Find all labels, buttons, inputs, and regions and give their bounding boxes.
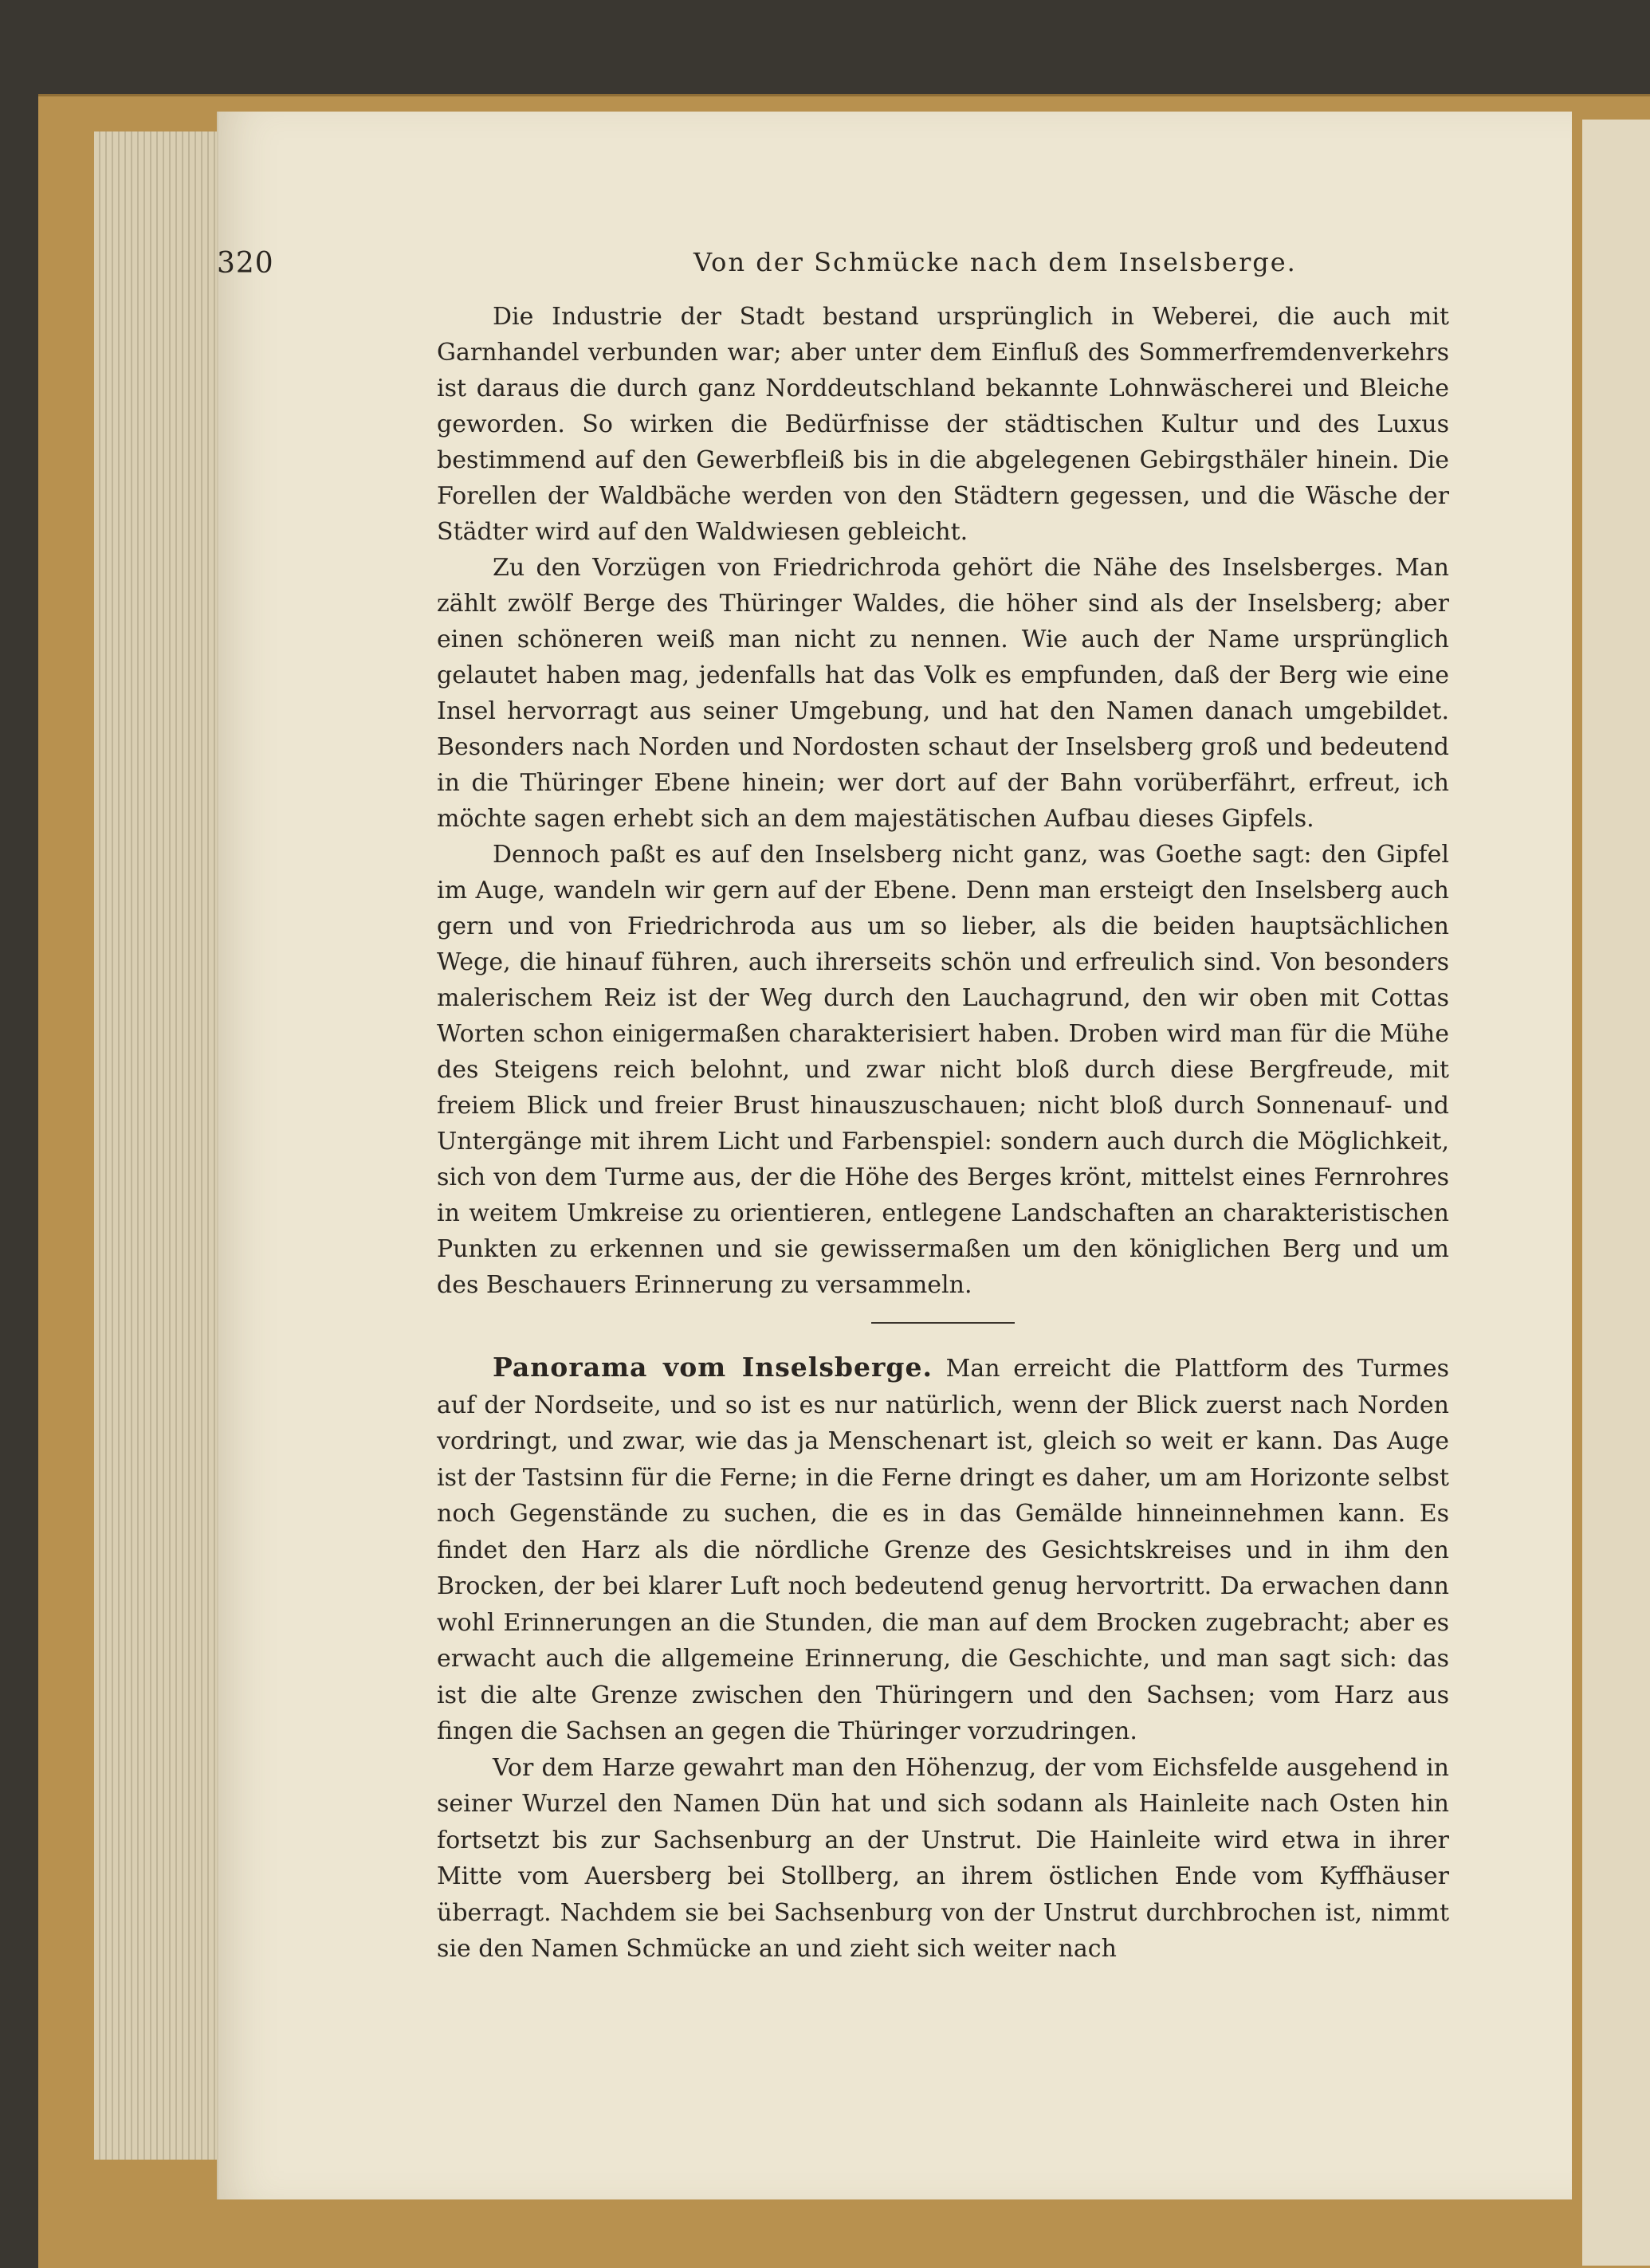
section-divider xyxy=(871,1322,1015,1324)
section-panorama xyxy=(437,1349,1449,1968)
paragraph-industry: Die Industrie der Stadt bestand ursprünglich in Weberei, die auch mit Garnhandel verbunden war; aber unter dem Einfluß des Sommerfremdenverkehrs ist daraus die durch ganz Norddeutschland bekannte Lohnwäscherei und Bleiche geworden. So wirken die Bedürfnisse der städtischen Kultur und des Luxus bestimmend auf den Gewerbfleiß bis in die abgelegenen Gebirgsthäler hinein. Die Forellen der Waldbäche werden von den Städtern gegessen, und die Wäsche der Städter wird auf den Waldwiesen gebleicht. xyxy=(437,303,1449,546)
page-number: 320 xyxy=(217,247,274,280)
paragraph-vorzuege: Zu den Vorzügen von Friedrichroda gehört die Nähe des Inselsberges. Man zählt zwölf Berge des Thüringer Waldes, die höher sind als der Inselsberg; aber einen schöneren weiß man nicht zu nennen. Wie auch der Name ursprünglich gelautet haben mag, jedenfalls hat das Volk es empfunden, daß der Berg wie eine Insel hervorragt aus seiner Umgebung, und hat den Namen danach umgebildet. Besonders nach Norden und Nordosten schaut der Inselsberg groß und bedeutend in die Thüringer Ebene hinein; wer dort auf der Bahn vorüberfährt, erfreut, ich möchte sagen erhebt sich an dem majestätischen Aufbau dieses Gipfels. xyxy=(437,554,1449,833)
paragraph-dennoch: Dennoch paßt es auf den Inselsberg nicht ganz, was Goethe sagt: den Gipfel im Auge, wandeln wir gern auf der Ebene. Denn man ersteigt den Inselsberg auch gern und von Friedrichroda aus um so lieber, als die beiden hauptsächlichen Wege, die hinauf führen, auch ihrerseits schön und erfreulich sind. Von besonders malerischem Reiz ist der Weg durch den Lauchagrund, den wir oben mit Cottas Worten schon einigermaßen charakterisiert haben. Droben wird man für die Mühe des Steigens reich belohnt, und zwar nicht bloß durch diese Bergfreude, mit freiem Blick und freier Brust hinauszuschauen; nicht bloß durch Sonnenauf- und Untergänge mit ihrem Licht und Farbenspiel: sondern auch durch die Möglichkeit, sich von dem Turme aus, der die Höhe des Berges krönt, mittelst eines Fernrohres in weitem Umkreise zu orientieren, entlegene Landschaften an charakteristischen Punkten zu erkennen und sie gewissermaßen um den königlichen Berg und um des Beschauers Erinnerung zu versammeln. xyxy=(437,841,1449,1299)
stacked-page-edges xyxy=(94,131,230,2160)
paragraph-panorama-text: Man erreicht die Plattform des Turmes auf der Nordseite, und so ist es nur natürlich, wenn der Blick zuerst nach Norden vordringt, und zwar, wie das ja Menschenart ist, gleich so weit er kann. Das Auge ist der Tastsinn für die Ferne; in die Ferne dringt es daher, um am Horizonte selbst noch Gegenstände zu suchen, die es in das Gemälde hinneinnehmen kann. Es findet den Harz als die nördliche Grenze des Gesichtskreises und in ihm den Brocken, der bei klarer Luft noch bedeutend genug hervortritt. Da erwachen dann wohl Erinnerungen an die Stunden, die man auf dem Brocken zugebracht; aber es erwacht auch die allgemeine Erinnerung, die Geschichte, und man sagt sich: das ist die alte Grenze zwischen den Thüringern und den Sachsen; vom Harz aus fingen die Sachsen an gegen die Thüringer vorzudringen. xyxy=(437,1355,1449,1745)
paragraph-harz: Vor dem Harze gewahrt man den Höhenzug, der vom Eichsfelde ausgehend in seiner Wurzel den Namen Dün hat und sich sodann als Hainleite nach Osten hin fortsetzt bis zur Sachsenburg an der Unstrut. Die Hainleite wird etwa in ihrer Mitte vom Auersberg bei Stollberg, an ihrem östlichen Ende vom Kyffhäuser überragt. Nachdem sie bei Sachsenburg von der Unstrut durchbrochen ist, nimmt sie den Namen Schmücke an und zieht sich weiter nach xyxy=(437,1753,1449,1963)
body-text xyxy=(437,299,1449,1968)
paragraph-panorama xyxy=(437,1349,1449,1750)
section-heading: Panorama vom Inselsberge. xyxy=(493,1352,933,1383)
running-head: Von der Schmücke nach dem Inselsberge. xyxy=(693,247,1297,277)
facing-page-edge xyxy=(1582,120,1650,2266)
